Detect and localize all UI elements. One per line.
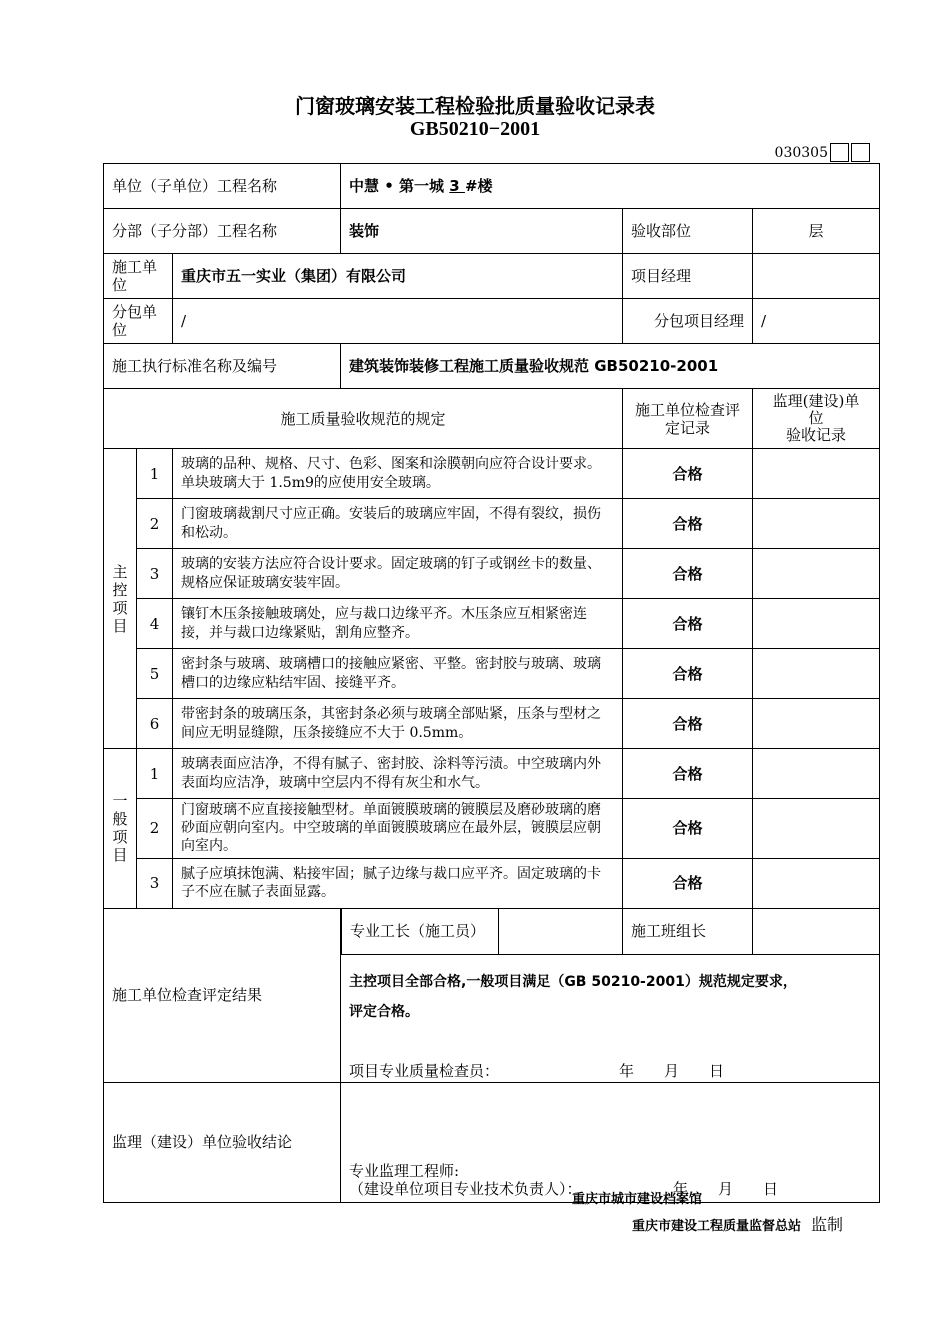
footer-seal: 监制: [811, 1215, 844, 1234]
foreman-label: 专业工长（施工员）: [341, 909, 499, 954]
supervision-label: 监理（建设）单位验收结论: [104, 1082, 341, 1202]
item-supervisor-record[interactable]: [753, 449, 880, 499]
acceptance-part-label: 验收部位: [623, 209, 753, 254]
supervision-cell: [341, 1082, 880, 1202]
supervisor-header: [753, 389, 880, 449]
row-division: [104, 209, 880, 254]
standard-label: 施工执行标准名称及编号: [104, 344, 341, 389]
item-number: 4: [137, 599, 173, 649]
item-result[interactable]: 合格: [623, 799, 753, 859]
general-item-row: [104, 749, 880, 799]
supervision-engineer-label: 专业监理工程师:: [349, 1161, 460, 1180]
unit-label: 单位（子单位）工程名称: [104, 164, 341, 209]
footer-archive: 重庆市城市建设档案馆: [572, 1192, 703, 1207]
supervision-date: 年 月 日: [673, 1179, 779, 1198]
spec-header: 施工质量验收规范的规定: [104, 389, 623, 449]
item-number: 3: [137, 858, 173, 908]
item-number: 1: [137, 749, 173, 799]
item-number: 2: [137, 499, 173, 549]
main-item-row: [104, 549, 880, 599]
evaluation-result-line1: 主控项目全部合格,一般项目满足（GB 50210-2001）规范规定要求，: [349, 973, 797, 990]
item-result[interactable]: 合格: [623, 858, 753, 908]
row-standard: [104, 344, 880, 389]
item-supervisor-record[interactable]: [753, 599, 880, 649]
main-items-label: 主 控 项 目: [104, 449, 137, 749]
item-text: 镶钉木压条接触玻璃处，应与裁口边缘平齐。木压条应互相紧密连接，并与裁口边缘紧贴，割角应整齐。: [173, 599, 623, 649]
item-text: 带密封条的玻璃压条，其密封条必须与玻璃全部贴紧，压条与型材之间应无明显缝隙，压条接缝应不大于 0.5mm。: [173, 699, 623, 749]
general-item-row: [104, 799, 880, 859]
unit-value[interactable]: 中慧 • 第一城 3 #楼: [341, 164, 880, 209]
item-text: 密封条与玻璃、玻璃槽口的接触应紧密、平整。密封胶与玻璃、玻璃槽口的边缘应粘结牢固、接缝平齐。: [173, 649, 623, 699]
inspector-label: 项目专业质量检查员：: [349, 1061, 500, 1080]
main-item-row: [104, 449, 880, 499]
contractor-check-header: 施工单位检查评定记录: [623, 389, 753, 449]
supervisor-header-line3: 验收记录: [786, 426, 847, 445]
team-leader-label: 施工班组长: [623, 908, 753, 954]
code-box-1[interactable]: [830, 143, 849, 162]
inspection-table: [103, 163, 880, 1203]
item-result[interactable]: 合格: [623, 649, 753, 699]
subcontractor-label: 分包单位: [104, 299, 173, 344]
item-supervisor-record[interactable]: [753, 799, 880, 859]
acceptance-part-value[interactable]: 层: [753, 209, 880, 254]
item-result[interactable]: 合格: [623, 699, 753, 749]
pm-value[interactable]: [753, 254, 880, 299]
evaluation-result-label: 施工单位检查评定结果: [104, 908, 341, 1082]
item-supervisor-record[interactable]: [753, 749, 880, 799]
division-value[interactable]: 装饰: [341, 209, 623, 254]
supervisor-header-line1: 监理(建设)单: [772, 391, 860, 410]
code-box-2[interactable]: [851, 143, 870, 162]
form-code: [775, 143, 870, 162]
team-leader-value[interactable]: [753, 908, 880, 954]
contractor-value[interactable]: 重庆市五一实业（集团）有限公司: [173, 254, 623, 299]
main-item-row: [104, 699, 880, 749]
item-supervisor-record[interactable]: [753, 699, 880, 749]
sub-pm-value[interactable]: /: [753, 299, 880, 344]
evaluation-result-cell: [341, 954, 880, 1082]
item-text: 玻璃的安装方法应符合设计要求。固定玻璃的钉子或钢丝卡的数量、规格应保证玻璃安装牢固。: [173, 549, 623, 599]
form-title: 门窗玻璃安装工程检验批质量验收记录表: [295, 94, 655, 118]
footer-station: 重庆市建设工程质量监督总站: [632, 1219, 802, 1234]
row-subcontractor: [104, 299, 880, 344]
form-code-number: 030305: [774, 144, 828, 161]
subcontractor-value[interactable]: /: [173, 299, 623, 344]
item-result[interactable]: 合格: [623, 549, 753, 599]
row-foreman: [104, 908, 880, 954]
owner-rep-label: （建设单位项目专业技术负责人）：: [349, 1179, 582, 1198]
pm-label: 项目经理: [623, 254, 753, 299]
foreman-value[interactable]: [499, 909, 622, 954]
item-result[interactable]: 合格: [623, 599, 753, 649]
row-supervision: [104, 1082, 880, 1202]
item-result[interactable]: 合格: [623, 749, 753, 799]
item-text: 门窗玻璃裁割尺寸应正确。安装后的玻璃应牢固，不得有裂纹，损伤和松动。: [173, 499, 623, 549]
item-supervisor-record[interactable]: [753, 649, 880, 699]
row-unit: [104, 164, 880, 209]
general-item-row: [104, 858, 880, 908]
evaluation-result-line2: 评定合格。: [349, 1003, 419, 1020]
row-column-headers: [104, 389, 880, 449]
item-result[interactable]: 合格: [623, 499, 753, 549]
row-contractor: [104, 254, 880, 299]
general-items-label: 一 般 项 目: [104, 749, 137, 909]
form-standard: GB50210−2001: [409, 118, 541, 140]
item-result[interactable]: 合格: [623, 449, 753, 499]
main-item-row: [104, 599, 880, 649]
item-number: 5: [137, 649, 173, 699]
item-number: 3: [137, 549, 173, 599]
footer-station-line: [632, 1212, 843, 1235]
item-supervisor-record[interactable]: [753, 499, 880, 549]
item-number: 6: [137, 699, 173, 749]
division-label: 分部（子分部）工程名称: [104, 209, 341, 254]
main-item-row: [104, 499, 880, 549]
item-supervisor-record[interactable]: [753, 549, 880, 599]
standard-value[interactable]: 建筑装饰装修工程施工质量验收规范 GB50210-2001: [341, 344, 880, 389]
item-number: 2: [137, 799, 173, 859]
inspector-date: 年 月 日: [619, 1061, 725, 1080]
main-item-row: [104, 649, 880, 699]
supervisor-header-line2: 位: [808, 408, 824, 427]
sub-pm-label: 分包项目经理: [623, 299, 753, 344]
item-text: 玻璃的品种、规格、尺寸、色彩、图案和涂膜朝向应符合设计要求。单块玻璃大于 1.5m9的应使用安全玻璃。: [173, 449, 623, 499]
item-text: 门窗玻璃不应直接接触型材。单面镀膜玻璃的镀膜层及磨砂玻璃的磨砂面应朝向室内。中空玻璃的单面镀膜玻璃应在最外层，镀膜层应朝向室内。: [173, 799, 623, 859]
item-number: 1: [137, 449, 173, 499]
item-text: 腻子应填抹饱满、粘接牢固；腻子边缘与裁口应平齐。固定玻璃的卡子不应在腻子表面显露。: [173, 858, 623, 908]
item-text: 玻璃表面应洁净，不得有腻子、密封胶、涂料等污渍。中空玻璃内外表面均应洁净，玻璃中空层内不得有灰尘和水气。: [173, 749, 623, 799]
item-supervisor-record[interactable]: [753, 858, 880, 908]
contractor-label: 施工单位: [104, 254, 173, 299]
inspector-signature-line: [349, 1062, 869, 1080]
foreman-cell: [341, 908, 623, 954]
